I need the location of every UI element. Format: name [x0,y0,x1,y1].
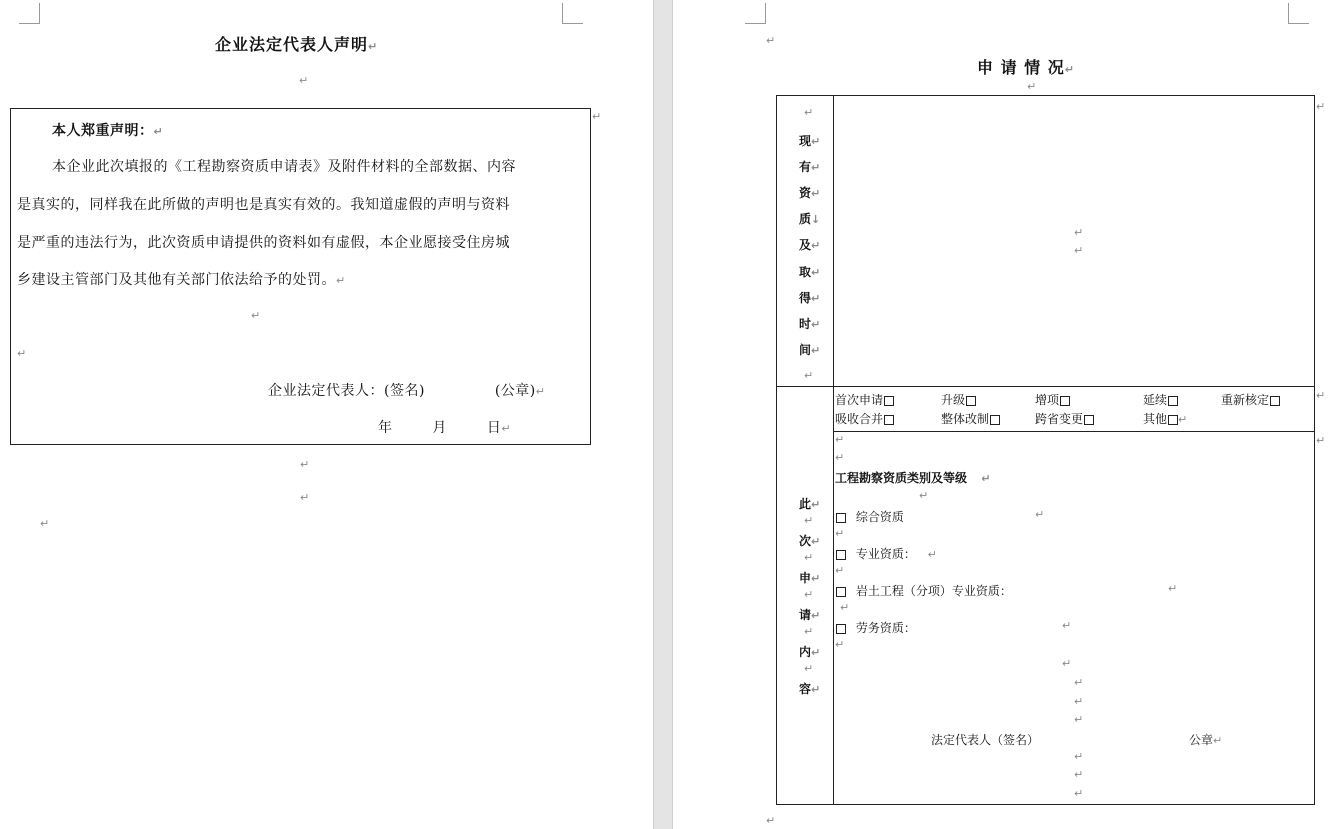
crop-mark-top-right [562,3,583,24]
return-arrow-icon: ↵ [251,309,261,322]
option-cross-province-change[interactable]: 跨省变更 [1035,410,1094,427]
declaration-line: 是真实的，同样我在此所做的声明也是真实有效的。我知道虚假的声明与资料 [17,197,510,213]
option-restructure[interactable]: 整体改制 [941,410,1000,427]
return-arrow-icon: ↵ [1064,63,1075,76]
section1-label-char: 得↵ [799,291,821,305]
return-arrow-icon: ↵ [501,422,512,435]
crop-mark-top-left [19,3,40,24]
seal-label: 公章↵ [1189,733,1223,747]
declaration-heading: 本人郑重声明：↵ [52,123,164,139]
signature-line [268,380,546,400]
empty-checkbox-icon[interactable] [1270,396,1280,406]
empty-checkbox-icon[interactable] [836,550,846,560]
return-arrow-icon: ↵ [336,274,346,287]
date-month: 月 [432,420,447,436]
return-arrow-icon: ↵ [17,347,27,360]
crop-mark-top-right [1288,3,1309,24]
section1-label-char: 时↵ [799,317,821,331]
empty-checkbox-icon[interactable] [836,624,846,634]
table-row-divider [776,386,1315,387]
return-arrow-icon: ↵ [1035,508,1045,521]
section2-label-char: 请↵ [799,608,821,622]
date-year: 年 [378,420,393,436]
right-page [673,0,1338,829]
return-arrow-icon: ↵ [1316,100,1326,113]
crop-mark-top-left [745,3,766,24]
empty-checkbox-icon[interactable] [884,396,894,406]
return-arrow-icon: ↵ [1316,434,1326,447]
return-arrow-icon: ↵ [804,662,814,675]
return-arrow-icon: ↵ [1074,713,1084,726]
return-arrow-icon: ↵ [300,491,310,504]
left-page [0,0,653,829]
application-table [776,95,1315,805]
return-arrow-icon: ↵ [835,638,845,651]
return-arrow-icon: ↵ [300,458,310,471]
section2-label-char: 内↵ [799,645,821,659]
declaration-line: 是严重的违法行为，此次资质申请提供的资料如有虚假，本企业愿接受住房城 [17,235,510,251]
empty-checkbox-icon[interactable] [1060,396,1070,406]
section2-label-char: 容↵ [799,682,821,696]
return-arrow-icon: ↵ [299,74,309,87]
return-arrow-icon: ↵ [804,625,814,638]
return-arrow-icon: ↵ [835,451,845,464]
qualification-geotechnical[interactable]: 岩土工程（分项）专业资质： [835,582,1012,599]
return-arrow-icon: ↵ [1074,750,1084,763]
page-gutter [653,0,673,829]
return-arrow-icon: ↵ [368,40,379,53]
application-title: 申 请 情 况↵ [977,58,1075,77]
section2-label-char: 此↵ [799,497,821,511]
return-arrow-icon: ↵ [804,551,814,564]
return-arrow-icon: ↵ [1074,695,1084,708]
section1-label-char: 取↵ [799,265,821,279]
seal-label: (公章) [494,383,536,399]
return-arrow-icon: ↵ [1168,582,1178,595]
return-arrow-icon: ↵ [840,601,850,614]
option-first-application[interactable]: 首次申请 [835,391,894,408]
empty-checkbox-icon[interactable] [1168,415,1178,425]
rep-signature-label: 法定代表人（签名） [931,733,1040,747]
return-arrow-icon: ↵ [835,564,845,577]
return-arrow-icon: ↵ [1074,244,1084,257]
declaration-title: 企业法定代表人声明↵ [215,35,379,54]
option-renewal[interactable]: 延续 [1143,391,1178,408]
option-upgrade[interactable]: 升级 [941,391,976,408]
empty-checkbox-icon[interactable] [1168,396,1178,406]
declaration-line-last: 乡建设主管部门及其他有关部门依法给予的处罚。↵ [17,272,346,288]
return-arrow-icon: ↵ [153,125,164,138]
return-arrow-icon: ↵ [1074,768,1084,781]
return-arrow-icon: ↵ [766,814,776,827]
return-arrow-icon: ↵ [804,514,814,527]
date-day: 日 [486,420,502,436]
option-reverification[interactable]: 重新核定 [1221,391,1280,408]
empty-checkbox-icon[interactable] [884,415,894,425]
empty-checkbox-icon[interactable] [1084,415,1094,425]
return-arrow-icon: ↵ [535,385,546,398]
signature-label: 企业法定代表人：(签名) [268,383,425,399]
qualification-labor[interactable]: 劳务资质： [835,619,916,636]
return-arrow-icon: ↵ [766,34,776,47]
return-arrow-icon: ↵ [1062,619,1072,632]
option-merger[interactable]: 吸收合并 [835,410,894,427]
return-arrow-icon: ↵ [804,369,814,382]
return-arrow-icon: ↵ [1062,657,1072,670]
table-column-divider [833,95,834,805]
return-arrow-icon: ↵ [835,527,845,540]
return-arrow-icon: ↵ [835,433,845,446]
option-add-item[interactable]: 增项 [1035,391,1070,408]
date-line [378,417,511,437]
category-heading: 工程勘察资质类别及等级 ↵ [835,471,991,485]
section1-label-char: 质↓ [799,212,821,226]
return-arrow-icon: ↵ [592,110,602,123]
return-arrow-icon: ↵ [804,106,814,119]
section1-label-char: 资↵ [799,186,821,200]
options-row-divider [833,431,1315,432]
section2-label-char: 次↵ [799,534,821,548]
return-arrow-icon: ↵ [804,588,814,601]
option-other[interactable]: 其他 ↵ [1143,412,1188,426]
return-arrow-icon: ↵ [919,489,929,502]
qualification-professional[interactable]: 专业资质： ↵ [835,545,937,562]
empty-checkbox-icon[interactable] [836,513,846,523]
section1-label-char: 现↵ [799,134,821,148]
empty-checkbox-icon[interactable] [990,415,1000,425]
return-arrow-icon: ↵ [1074,787,1084,800]
section1-label-char: 间↵ [799,343,821,357]
return-arrow-icon: ↵ [40,517,50,530]
declaration-box [10,108,591,445]
empty-checkbox-icon[interactable] [966,396,976,406]
return-arrow-icon: ↵ [1316,389,1326,402]
return-arrow-icon: ↵ [1027,80,1037,93]
qualification-comprehensive[interactable]: 综合资质 [835,508,904,525]
empty-checkbox-icon[interactable] [836,587,846,597]
section1-label-char: 有↵ [799,160,821,174]
return-arrow-icon: ↵ [1074,676,1084,689]
return-arrow-icon: ↵ [1074,226,1084,239]
section1-label-char: 及↵ [799,238,821,252]
section2-label-char: 申↵ [799,571,821,585]
declaration-line: 本企业此次填报的《工程勘察资质申请表》及附件材料的全部数据、内容 [52,159,516,175]
